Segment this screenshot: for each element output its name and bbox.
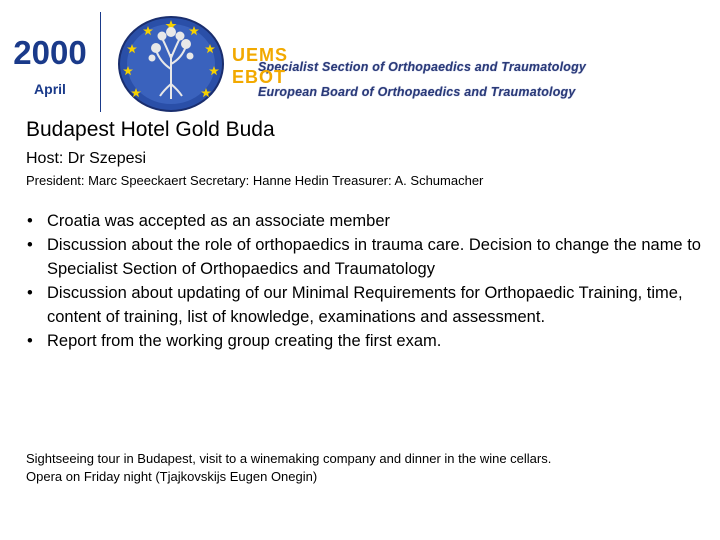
meeting-officers: President: Marc Speeckaert Secretary: Hanne Hedin Treasurer: A. Schumacher (26, 173, 484, 188)
meeting-venue: Budapest Hotel Gold Buda (26, 118, 275, 141)
list-item: • Croatia was accepted as an associate member (26, 209, 716, 233)
month-label: April (34, 81, 66, 97)
list-item: • Discussion about the role of orthopaedics in trauma care. Decision to change the name to Specialist Section of Orthopaedics and Traumatology (26, 233, 716, 281)
brand-subtitle-section: Specialist Section of Orthopaedics and Traumatology (258, 60, 587, 74)
year-label: 2000 (13, 34, 87, 71)
brand-ebot-label: EBOT (232, 67, 287, 87)
list-item: • Discussion about updating of our Minimal Requirements for Orthopaedic Training, time, content of training, list of knowledge, examinations and assessment. (26, 281, 716, 329)
uems-ebot-brand (232, 46, 632, 106)
brand-uems-label: UEMS (232, 45, 289, 65)
social-program (26, 450, 551, 486)
ebot-emblem-logo (116, 14, 226, 114)
meeting-host: Host: Dr Szepesi (26, 150, 147, 167)
header-divider (100, 12, 101, 112)
list-item: • Report from the working group creating the first exam. (26, 329, 716, 353)
brand-subtitle-board: European Board of Orthopaedics and Traumatology (258, 85, 576, 99)
agenda-list (26, 209, 716, 353)
date-block (0, 14, 100, 114)
social-program-line: Opera on Friday night (Tjajkovskijs Eugen Onegin) (26, 469, 318, 484)
social-program-line: Sightseeing tour in Budapest, visit to a winemaking company and dinner in the wine cellars. (26, 451, 552, 466)
